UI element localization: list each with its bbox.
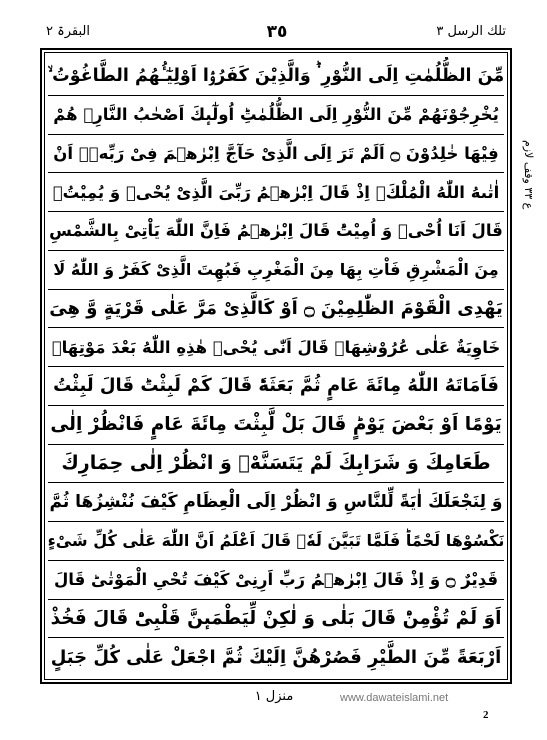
margin-ruku-note: ع ۳٣ وقف لازم [522,140,535,210]
text-line: اَوَ لَمْ تُؤْمِنْؕ قَالَ بَلٰى وَ لٰكِنْ لِّیَطْمَىٕنَّ قَلْبِیْؕ قَالَ فَخُذْ [48,600,504,639]
website-url[interactable]: www.dawateislami.net [340,692,449,704]
text-line: اٰتٰىهُ اللّٰهُ الْمُلْكَۘ اِذْ قَالَ اِبْرٰهٖمُ رَبِّیَ الَّذِیْ یُحْیٖ وَ یُمِیْتُۙ [48,173,504,212]
surah-name-label: البقرۃ ٢ [46,24,90,39]
page-number-arabic: ٣٥ [266,22,288,42]
text-line: خَاوِیَةٌ عَلٰى عُرُوْشِهَاۚ قَالَ اَنّٰى یُحْیٖ هٰذِهِ اللّٰهُ بَعْدَ مَوْتِهَاۚ [48,328,504,367]
text-line: فَاَمَاتَهُ اللّٰهُ مِائَةَ عَامٍ ثُمَّ بَعَثَهٗؕ قَالَ كَمْ لَبِثْتَؕ قَالَ لَبِثْتُ [48,367,504,406]
text-line: یَهْدِی الْقَوْمَ الظّٰلِمِیْنَ ۝ اَوْ كَالَّذِیْ مَرَّ عَلٰى قَرْیَةٍ وَّ هِیَ [48,290,504,329]
text-line: قَدِیْرٌ ۝ وَ اِذْ قَالَ اِبْرٰهٖمُ رَبِّ اَرِنِیْ كَیْفَ تُحْیِ الْمَوْتٰىؕ قَالَ [48,561,504,600]
juz-name-label: تلك الرسل ٣ [436,24,506,39]
text-lines [48,57,504,677]
text-line: وَ لِنَجْعَلَكَ اٰیَةً لِّلنَّاسِ وَ انْظُرْ اِلَى الْعِظَامِ كَیْفَ نُنْشِزُهَا ثُمَّ [48,483,504,522]
text-line: مِّنَ الظُّلُمٰتِ اِلَى النُّوْرِ ۬ؕ وَالَّذِیْنَ كَفَرُوْۤا اَوْلِیٰٓـُٔهُمُ الطَّاغُوْتُ ۙ [48,57,504,96]
text-line: فِیْهَا خٰلِدُوْنَ ۝ اَلَمْ تَرَ اِلَى الَّذِیْ حَآجَّ اِبْرٰهٖمَ فِیْ رَبِّهٖۤ اَنْ [48,135,504,174]
page-header [44,22,510,48]
text-line: یَوْمًا اَوْ بَعْضَ یَوْمٍؕ قَالَ بَلْ لَّبِثْتَ مِائَةَ عَامٍ فَانْظُرْ اِلٰى [48,406,504,445]
text-line: نَكْسُوْهَا لَحْمًاؕ فَلَمَّا تَبَیَّنَ لَهٗۙ قَالَ اَعْلَمُ اَنَّ اللّٰهَ عَلٰى كُلِّ شَیْءٍ [48,522,504,561]
text-line: یُخْرِجُوْنَهُمْ مِّنَ النُّوْرِ اِلَى الظُّلُمٰتِؕ اُولٰٓىٕكَ اَصْحٰبُ النَّارِۚ هُمْ [48,96,504,135]
text-line: مِنَ الْمَشْرِقِ فَاْتِ بِهَا مِنَ الْمَغْرِبِ فَبُهِتَ الَّذِیْ كَفَرَؕ وَ اللّٰهُ لَا [48,251,504,290]
page-number: 2 [483,709,489,721]
text-line: طَعَامِكَ وَ شَرَابِكَ لَمْ یَتَسَنَّهْۚ وَ انْظُرْ اِلٰى حِمَارِكَ [48,445,504,484]
text-line: اَرْبَعَةً مِّنَ الطَّیْرِ فَصُرْهُنَّ اِلَیْكَ ثُمَّ اجْعَلْ عَلٰى كُلِّ جَبَلٍ [50,647,502,669]
manzil-label: منزل ١ [254,689,294,704]
text-line: قَالَ اَنَا اُحْیٖ وَ اُمِیْتُؕ قَالَ اِبْرٰهٖمُ فَاِنَّ اللّٰهَ یَاْتِیْ بِالشَّمْسِ [48,212,504,251]
